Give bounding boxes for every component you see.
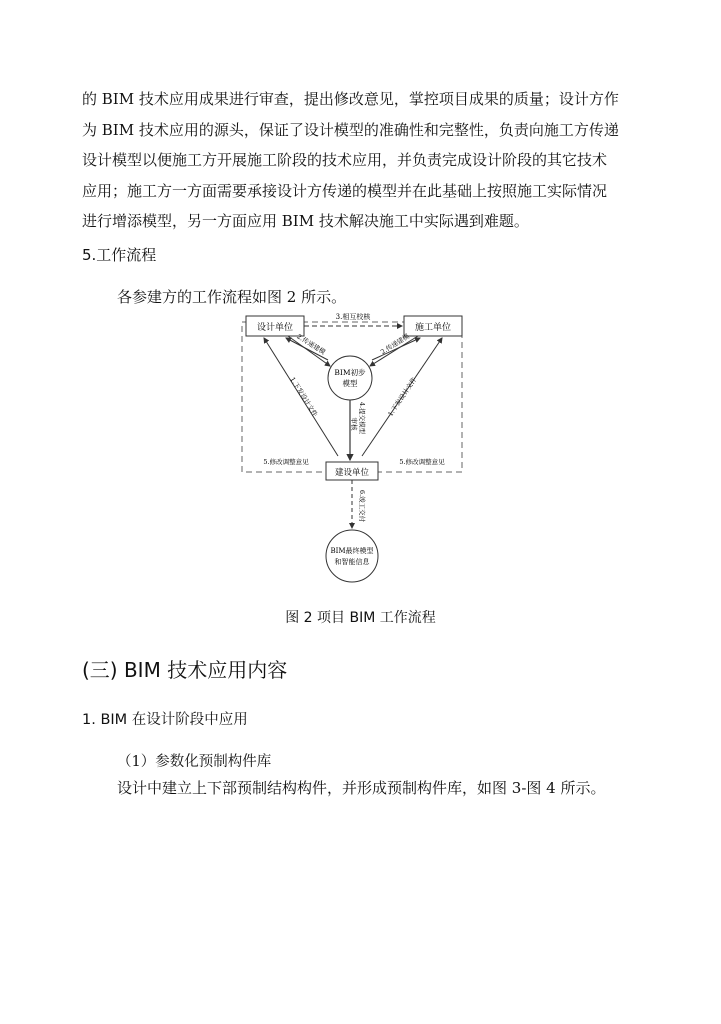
intro-text: 各参建方的工作流程如图 2 所示。 [117, 288, 347, 306]
center-model-label: BIM初步 [334, 368, 366, 377]
owner-unit-label: 建设单位 [334, 468, 370, 478]
sub-heading-1: 1. BIM 在设计阶段中应用 [82, 712, 248, 728]
arrow-center-label: 审核 [350, 417, 358, 431]
arrow-final-label: 6.竣工交付 [358, 489, 366, 523]
sub-item-1: （1）参数化预制构件库 [117, 754, 272, 770]
paragraph-line: 为 BIM 技术应用的源头，保证了设计模型的准确性和完整性，负责向施工方传递 [82, 120, 619, 139]
paragraph-line: 进行增添模型，另一方面应用 BIM 技术解决施工中实际遇到难题。 [82, 212, 529, 230]
workflow-diagram [228, 306, 468, 596]
arrow-center-label: 4.提交模型 [358, 401, 366, 435]
center-model-circle [328, 356, 372, 400]
paragraph-line: 的 BIM 技术应用成果进行审查，提出修改意见，掌控项目成果的质量；设计方作 [82, 90, 619, 108]
arrow-left-upper-label: 2.传递建模 [295, 332, 327, 357]
body-text-2: 设计中建立上下部预制结构构件，并形成预制构件库，如图 3-图 4 所示。 [117, 779, 606, 797]
arrow-bottom-right-label: 5.修改调整意见 [399, 458, 445, 466]
final-model-label: 和智能信息 [334, 558, 370, 566]
center-model-label: 模型 [342, 379, 358, 388]
arrow-top-label: 3.相互校核 [335, 313, 371, 321]
design-unit-label: 设计单位 [256, 323, 294, 333]
arrow-bottom-left-label: 5.修改调整意见 [263, 458, 309, 466]
section-5-heading: 5.工作流程 [82, 246, 157, 264]
figure-caption: 图 2 项目 BIM 工作流程 [285, 610, 436, 626]
paragraph-line: 应用；施工方一方面需要承接设计方传递的模型并在此基础上按照施工实际情况 [82, 181, 608, 200]
arrow-right-upper-label: 2.传递建模 [379, 332, 411, 357]
final-model-circle [326, 530, 378, 582]
final-model-label: BIM最终模型 [330, 547, 374, 555]
arrow-left-side-label: 1.下发设计文件 [288, 375, 320, 419]
paragraph [82, 84, 642, 237]
construction-unit-label: 施工单位 [414, 323, 452, 333]
section-3-heading: (三) BIM 技术应用内容 [82, 658, 288, 682]
arrow-right-side-label: 1.下发设计文件 [386, 375, 419, 418]
paragraph-line: 设计模型以便施工方开展施工阶段的技术应用，并负责完成设计阶段的其它技术 [82, 151, 608, 169]
